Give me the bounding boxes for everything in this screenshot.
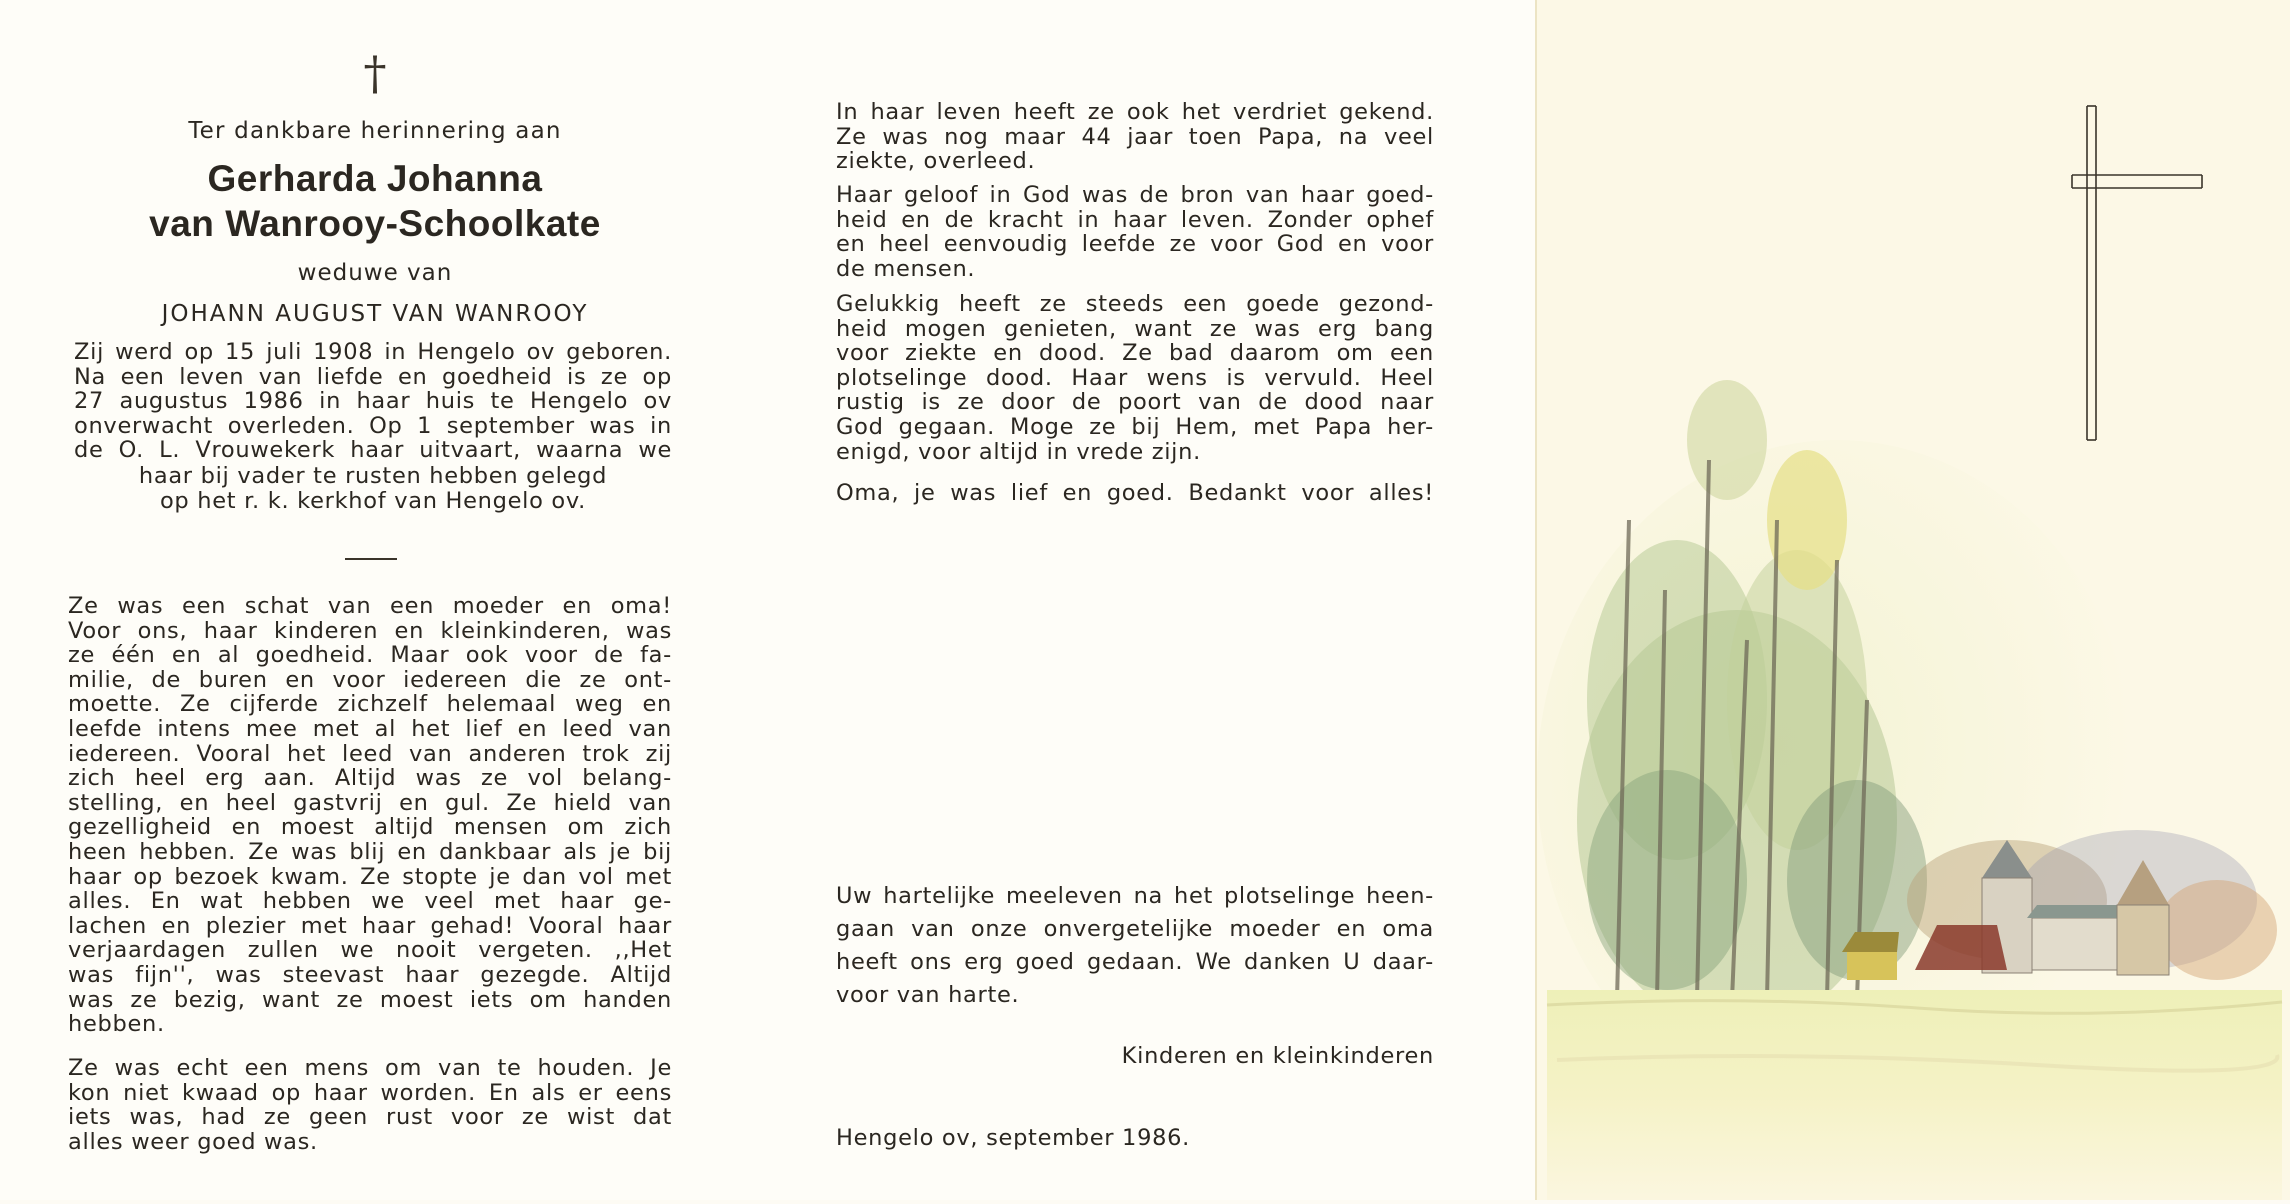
text-line: hebben. xyxy=(68,1011,165,1038)
text-line: heid mogen genieten, want ze was erg bang xyxy=(836,315,1434,342)
text-line: ze één en al goedheid. Maar ook voor de fa- xyxy=(68,642,672,669)
text-line: alles weer goed was. xyxy=(68,1128,318,1155)
text-line: voor ziekte en dood. Ze bad daarom om een xyxy=(836,340,1434,367)
text-line: iets was, had ze geen rust voor ze wist dat xyxy=(68,1104,672,1131)
village-landscape xyxy=(1537,380,2282,1200)
text-line: heeft ons erg goed gedaan. We danken U daar- xyxy=(836,949,1434,975)
paragraph-farewell xyxy=(836,481,1434,506)
text-line: Uw hartelijke meeleven na het plotselinge heen- xyxy=(836,883,1434,909)
signature: Kinderen en kleinkinderen xyxy=(1121,1043,1434,1069)
cover-artwork xyxy=(1537,0,2290,1200)
text-line: alles. En wat hebben we veel met haar ge- xyxy=(68,888,672,915)
text-line: In haar leven heeft ze ook het verdriet gekend. xyxy=(836,99,1434,125)
text-line: Ze was echt een mens om van te houden. Je xyxy=(68,1055,672,1081)
text-line: kon niet kwaad op haar worden. En als er eens xyxy=(68,1079,672,1106)
text-line: heid en de kracht in haar leven. Zonder ophef xyxy=(836,206,1434,233)
bio-line: op het r. k. kerkhof van Hengelo ov. xyxy=(159,487,587,514)
outline-cross-icon xyxy=(2072,106,2202,440)
text-line: haar op bezoek kwam. Ze stopte je dan vol met xyxy=(68,863,672,890)
place-date: Hengelo ov, september 1986. xyxy=(836,1125,1190,1151)
text-line: Voor ons, haar kinderen en kleinkinderen, was xyxy=(68,617,672,644)
text-line: lachen en plezier met haar gehad! Vooral haar xyxy=(68,912,672,939)
middle-page xyxy=(750,0,1535,1200)
left-page xyxy=(0,0,750,1200)
text-line: Gelukkig heeft ze steeds een goede gezond- xyxy=(836,291,1434,317)
widow-of-label: weduwe van xyxy=(297,260,453,286)
separator-dash xyxy=(345,558,397,560)
closing-paragraph xyxy=(68,1056,672,1154)
bio-line: onverwacht overleden. Op 1 september was in xyxy=(74,412,672,439)
text-line: gezelligheid en moest altijd mensen om zich xyxy=(68,814,672,841)
text-line: moette. Ze cijferde zichzelf helemaal weg en xyxy=(68,691,672,718)
bio-line: Na een leven van liefde en goedheid is ze op xyxy=(74,363,672,390)
text-line: zich heel erg aan. Altijd was ze vol belang- xyxy=(68,765,672,792)
text-line: voor van harte. xyxy=(836,982,1020,1008)
cover-page xyxy=(1535,0,2290,1200)
text-line: God gegaan. Moge ze bij Hem, met Papa her- xyxy=(836,413,1434,440)
bio-line: de O. L. Vrouwekerk haar uitvaart, waarna we xyxy=(74,437,672,464)
text-line: rustig is ze door de poort van de dood naar xyxy=(836,389,1434,416)
paragraph-faith xyxy=(836,183,1434,281)
husband-name: JOHANN AUGUST VAN WANROOY xyxy=(161,301,589,327)
text-line: en heel eenvoudig leefde ze voor God en voor xyxy=(836,231,1434,258)
text-line: leefde intens mee met al het lief en leed van xyxy=(68,715,672,742)
paragraph-sorrow xyxy=(836,100,1434,174)
text-line: Ze was een schat van een moeder en oma! xyxy=(68,593,672,619)
text-line: enigd, voor altijd in vrede zijn. xyxy=(836,438,1201,465)
text-line: stelling, en heel gastvrij en gul. Ze hield van xyxy=(68,789,672,816)
text-line: was ze bezig, want ze moest iets om handen xyxy=(68,986,672,1013)
text-line: plotselinge dood. Haar wens is vervuld. Heel xyxy=(836,364,1434,391)
text-line: heen hebben. Ze was blij en dankbaar als je bij xyxy=(68,838,672,865)
text-line: ziekte, overleed. xyxy=(836,148,1036,175)
bio-line: Zij werd op 15 juli 1908 in Hengelo ov geboren. xyxy=(74,339,672,365)
text-line: gaan van onze onvergetelijke moeder en oma xyxy=(836,916,1434,942)
deceased-surname: van Wanrooy-Schoolkate xyxy=(149,203,601,244)
tribute-paragraph xyxy=(68,594,672,1037)
text-line: verjaardagen zullen we nooit vergeten. ,,Het xyxy=(68,937,672,964)
biography-ending xyxy=(74,464,672,513)
paragraph-health xyxy=(836,292,1434,464)
text-line: was fijn'', was steevast haar gezegde. Altijd xyxy=(68,961,672,988)
deceased-first-names: Gerharda Johanna xyxy=(207,158,543,199)
text-line: milie, de buren en voor iedereen die ze ont- xyxy=(68,666,672,693)
bio-line: haar bij vader te rusten hebben gelegd xyxy=(138,463,608,489)
bio-line: 27 augustus 1986 in haar huis te Hengelo ov xyxy=(74,388,672,415)
intro-text: Ter dankbare herinnering aan xyxy=(188,118,562,144)
biography-paragraph xyxy=(74,340,672,463)
text-line: Ze was nog maar 44 jaar toen Papa, na veel xyxy=(836,123,1434,150)
text-line: Haar geloof in God was de bron van haar goed- xyxy=(836,182,1434,208)
cross-icon: † xyxy=(363,46,387,100)
text-line: Oma, je was lief en goed. Bedankt voor alles! xyxy=(836,480,1434,506)
text-line: iedereen. Vooral het leed van anderen trok zij xyxy=(68,740,672,767)
text-line: de mensen. xyxy=(836,255,976,282)
thanks-paragraph xyxy=(836,880,1434,1012)
